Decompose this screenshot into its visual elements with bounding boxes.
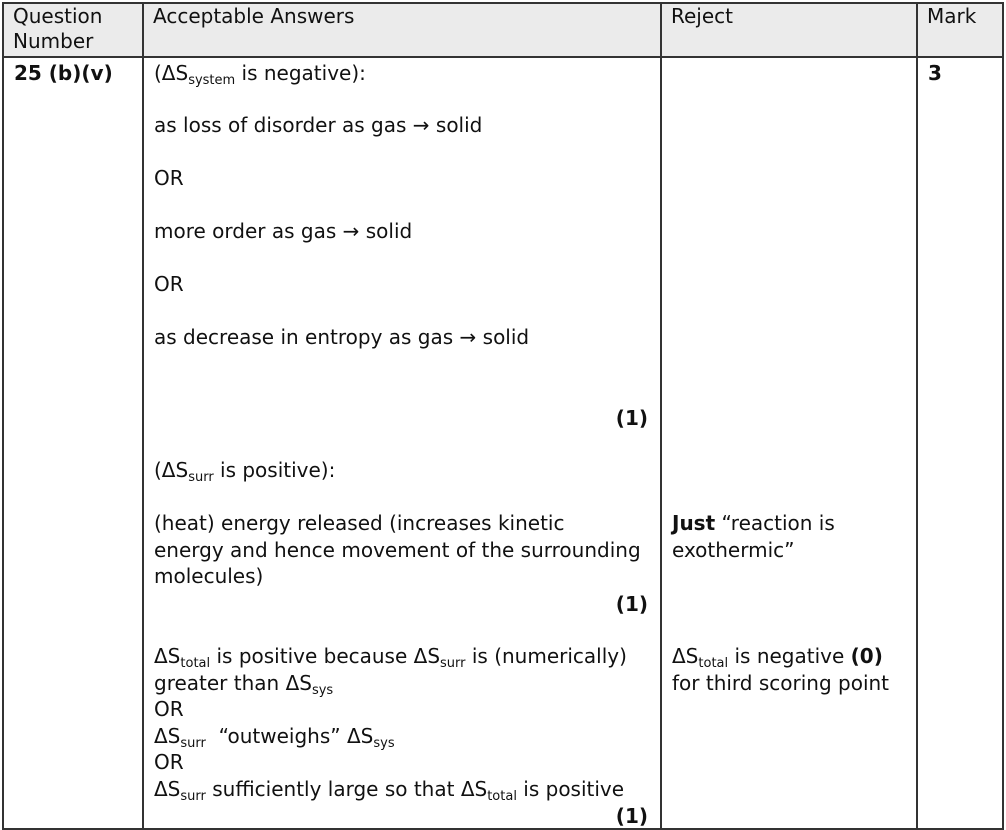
reject-2-line-1: $\Delta S_{total}$ is negative (0) bbox=[672, 644, 883, 671]
header-question-number bbox=[3, 3, 143, 57]
point1-heading: ($\Delta S_{system}$ is negative): bbox=[154, 61, 366, 88]
or-separator-1: OR bbox=[154, 166, 184, 190]
total-line-2: greater than $\Delta S_{sys}$ bbox=[154, 671, 334, 698]
energy-line-2: energy and hence movement of the surrounding bbox=[154, 538, 641, 562]
mark-scheme-table bbox=[2, 2, 1004, 830]
header-question-line2: Number bbox=[13, 29, 94, 53]
question-number-cell bbox=[3, 57, 143, 829]
or-separator-4: OR bbox=[154, 750, 184, 774]
reject-2-line-2: for third scoring point bbox=[672, 671, 890, 695]
outweighs-line: $\Delta S_{surr}$ “outweighs” $\Delta S_{sys}$ bbox=[154, 724, 395, 751]
answer-line-b: more order as gas → solid bbox=[154, 219, 413, 243]
total-line-1: $\Delta S_{total}$ is positive because $\Delta S_{surr}$ is (numerically) bbox=[154, 644, 627, 671]
or-separator-3: OR bbox=[154, 697, 184, 721]
answer-line-c: as decrease in entropy as gas → solid bbox=[154, 325, 530, 349]
sufficiently-large-line: $\Delta S_{surr}$ sufficiently large so that $\Delta S_{total}$ is positive bbox=[154, 777, 625, 804]
mark-point-1: (1) bbox=[615, 406, 648, 430]
reject-1-line-2: exothermic” bbox=[672, 538, 795, 562]
answer-row bbox=[3, 57, 1003, 829]
acceptable-answers-cell bbox=[143, 57, 661, 829]
reject-1-line-1: Just “reaction is bbox=[672, 511, 835, 535]
mark-point-2: (1) bbox=[615, 592, 648, 616]
total-mark: 3 bbox=[928, 61, 942, 85]
header-row bbox=[3, 3, 1003, 57]
header-mark: Mark bbox=[917, 3, 1003, 57]
answer-line-a: as loss of disorder as gas → solid bbox=[154, 113, 483, 137]
reject-cell bbox=[661, 57, 917, 829]
mark-cell bbox=[917, 57, 1003, 829]
point2-heading: ($\Delta S_{surr}$ is positive): bbox=[154, 458, 336, 485]
header-acceptable-answers: Acceptable Answers bbox=[143, 3, 661, 57]
energy-line-1: (heat) energy released (increases kinetic bbox=[154, 511, 565, 535]
header-question-line1: Question bbox=[13, 4, 103, 28]
energy-line-3: molecules) bbox=[154, 564, 264, 588]
question-number: 25 (b)(v) bbox=[14, 61, 113, 85]
mark-point-3: (1) bbox=[615, 804, 648, 828]
or-separator-2: OR bbox=[154, 272, 184, 296]
header-reject: Reject bbox=[661, 3, 917, 57]
